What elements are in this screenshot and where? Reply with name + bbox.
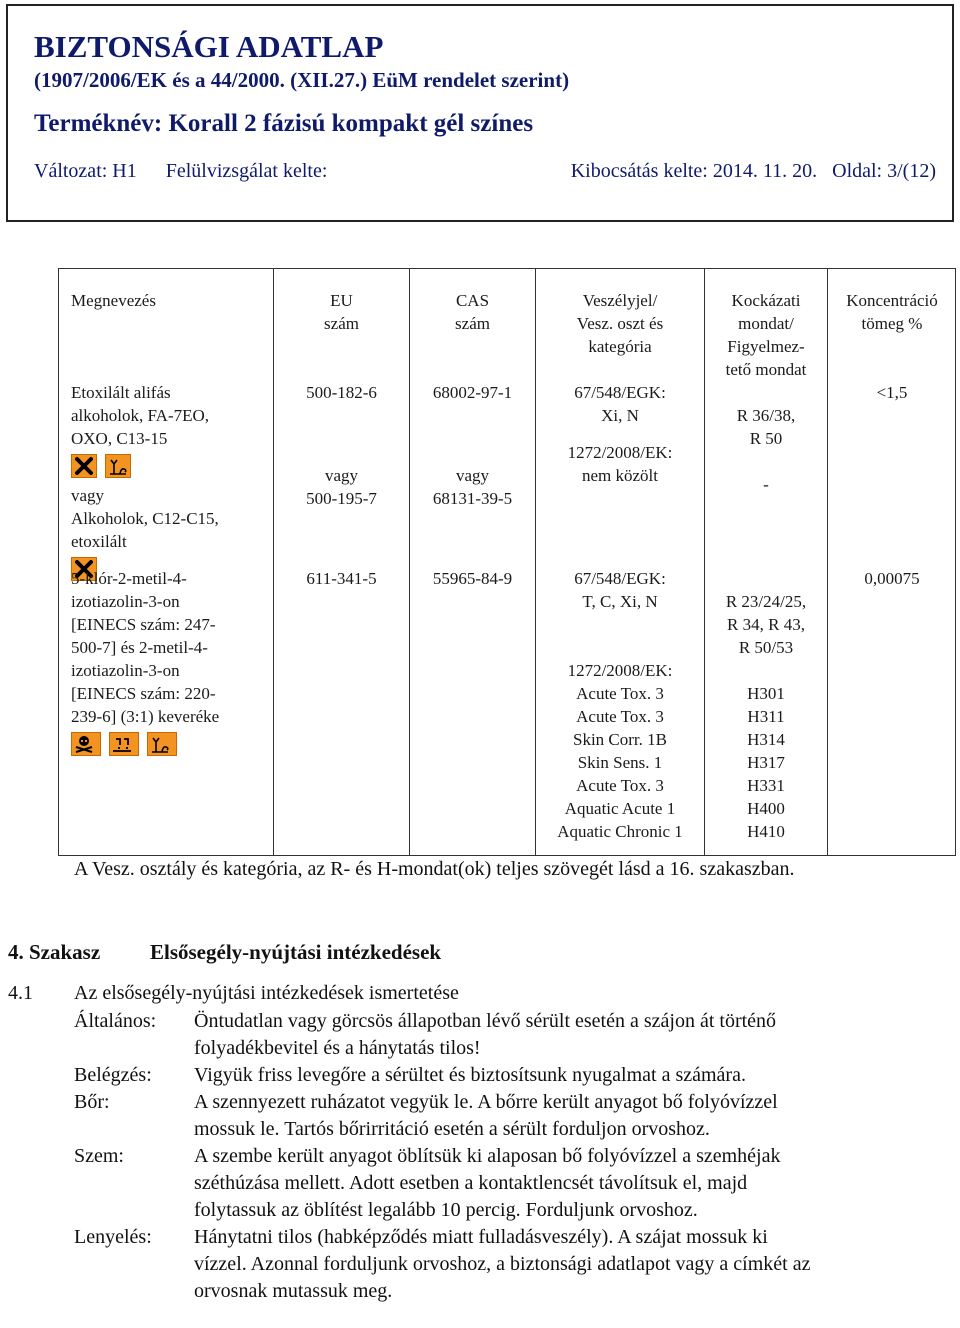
row1-substance-name: Etoxilált alifás alkoholok, FA-7EO, OXO, C13-15 vagy Alkoholok, C12-C15, etoxilált [71,381,271,587]
section-heading [8,940,441,965]
header-phrases: Kockázati mondat/ Figyelmez- tető mondat [725,291,807,379]
header-name: Megnevezés [71,291,156,310]
toxic-skull-pictogram-icon [71,732,101,756]
row1-cas-number: 68002-97-1 vagy 68131-39-5 [432,383,513,508]
header-concentration: Koncentráció tömeg % [846,291,938,333]
subsection-heading [8,982,459,1005]
version-label: Változat: H1 [34,160,137,182]
entry-label: Bőr: [74,1091,110,1113]
row1-eu-number: 500-182-6 vagy 500-195-7 [306,383,377,508]
environment-pictogram-icon [105,454,131,478]
regulation-reference: (1907/2006/EK és a 44/2000. (XII.27.) EüM rendelet szerint) [34,68,570,92]
row1-phrases: R 36/38, R 50 - [736,406,796,494]
entry-label: Általános: [74,1010,157,1032]
document-title: BIZTONSÁGI ADATLAP [34,29,384,64]
subsection-title: Az elsősegély-nyújtási intézkedések ismertetése [74,982,459,1004]
entry-text: Vigyük friss levegőre a sérültet és biztosítsunk nyugalmat a számára. [194,1064,746,1086]
column-divider [273,269,274,855]
entry-label: Szem: [74,1145,124,1167]
row2-concentration: 0,00075 [864,569,920,588]
row2-substance-name: 5-klór-2-metil-4- izotiazolin-3-on [EINECS szám: 247- 500-7] és 2-metil-4- izotiazolin-3-on [EINECS szám: 220- 239-6] (3:1) keveréke [71,567,271,762]
version-info [34,160,327,183]
header-eu-number: EU szám [324,291,359,333]
corrosive-pictogram-icon [109,732,139,756]
section-title: Elsősegély-nyújtási intézkedések [150,940,442,964]
table-footnote: A Vesz. osztály és kategória, az R- és H-mondat(ok) teljes szövegét lásd a 16. szakaszban. [74,858,795,880]
product-name: Terméknév: Korall 2 fázisú kompakt gél színes [34,110,534,137]
review-date-label: Felülvizsgálat kelte: [165,160,328,182]
composition-table [58,268,956,856]
page-number: Oldal: 3/(12) [832,160,936,182]
header-hazard-class: Veszélyjel/ Vesz. oszt és kategória [576,291,664,356]
section-number: 4. Szakasz [8,940,101,964]
entry-label: Belégzés: [74,1064,152,1086]
column-divider [827,269,828,855]
subsection-number: 4.1 [8,982,33,1004]
row2-phrases: R 23/24/25, R 34, R 43, R 50/53 H301 H311 H314 H317 H331 H400 H410 [725,592,807,841]
header-cas-number: CAS szám [455,291,490,333]
row2-pictograms [71,732,271,758]
issue-date: Kibocsátás kelte: 2014. 11. 20. [570,160,818,182]
row1-hazard-class: 67/548/EGK: Xi, N 1272/2008/EK: nem közölt [567,383,673,485]
environment-pictogram-icon [147,732,177,756]
harmful-x-pictogram-icon [71,454,97,478]
row1-pictograms-a [71,454,271,480]
entry-text: A szembe került anyagot öblítsük ki alaposan bő folyóvízzel a szemhéjak széthúzása mellett. Adott esetben a kontaktlencsét távolítsuk el, majd folytassuk az öblítést legalább 10 percig. Forduljunk orvoshoz. [194,1145,781,1221]
entry-text: A szennyezett ruházatot vegyük le. A bőrre került anyagot bő folyóvízzel mossuk le. Tartós bőrirritáció esetén a sérült forduljon orvoshoz. [194,1091,778,1140]
column-divider [409,269,410,855]
row2-cas-number: 55965-84-9 [432,569,513,588]
entry-text: Öntudatlan vagy görcsös állapotban lévő sérült esetén a szájon át történő folyadékbevitel és a hánytatás tilos! [194,1010,777,1059]
row2-eu-number: 611-341-5 [306,569,377,588]
entry-label: Lenyelés: [74,1226,152,1248]
row2-hazard-class: 67/548/EGK: T, C, Xi, N 1272/2008/EK: Acute Tox. 3 Acute Tox. 3 Skin Corr. 1B Skin Sens. 1 Acute Tox. 3 Aquatic Acute 1 Aquatic Chronic 1 [557,569,683,841]
document-header [6,4,954,222]
entry-text: Hánytatni tilos (habképződés miatt fulladásveszély). A szájat mossuk ki vízzel. Azonnal forduljunk orvoshoz, a biztonsági adatlapot vagy a címkét az orvosnak mutassuk meg. [194,1226,811,1302]
issue-info [571,160,936,183]
row1-concentration: <1,5 [876,383,908,402]
